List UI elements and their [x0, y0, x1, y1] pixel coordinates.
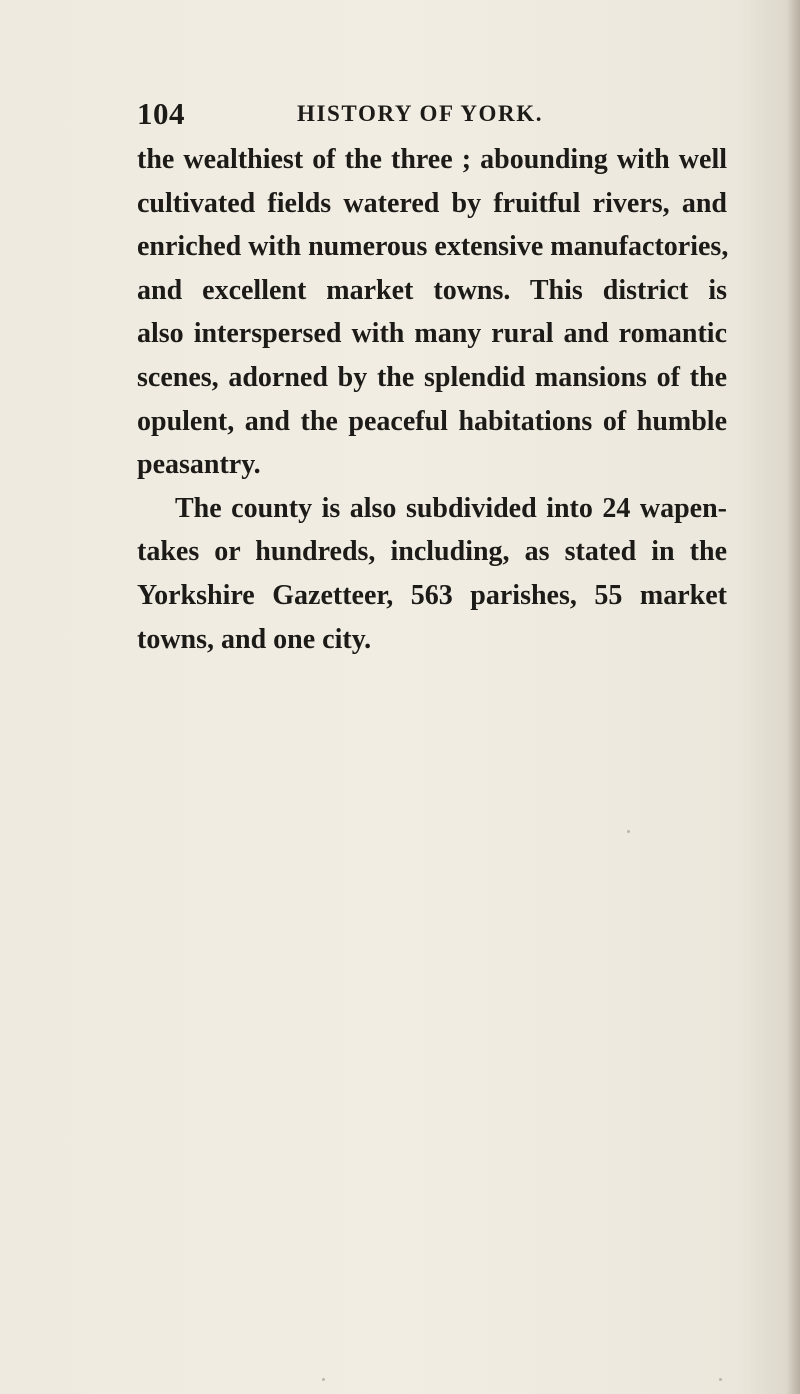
text-line: the wealthiest of the three ; abounding with well [137, 144, 727, 175]
text-line: also interspersed with many rural and romantic [137, 318, 727, 350]
header-title: HISTORY OF YORK. [297, 101, 544, 126]
page-number: 104 [137, 96, 185, 131]
running-head [0, 96, 800, 136]
text-line: scenes, adorned by the splendid mansions of the [137, 361, 727, 393]
text-line: and excellent market towns. This district is [137, 274, 727, 306]
text-line: towns, and one city. [137, 623, 372, 655]
body-text [137, 138, 727, 661]
text-line: The county is also subdivided into 24 wapen- [175, 492, 727, 524]
page-edge-shadow [786, 0, 800, 1394]
text-line: enriched with numerous extensive manufactories, [137, 231, 729, 263]
paper-speck [719, 1378, 722, 1381]
text-line: opulent, and the peaceful habitations of humble [137, 405, 727, 437]
paper-speck [322, 1378, 325, 1381]
text-line: cultivated fields watered by fruitful rivers, and [137, 187, 727, 219]
text-line: Yorkshire Gazetteer, 563 parishes, 55 market [137, 579, 727, 611]
text-line: takes or hundreds, including, as stated in the [137, 536, 727, 568]
text-line: peasantry. [137, 449, 261, 481]
paper-speck [627, 830, 630, 833]
